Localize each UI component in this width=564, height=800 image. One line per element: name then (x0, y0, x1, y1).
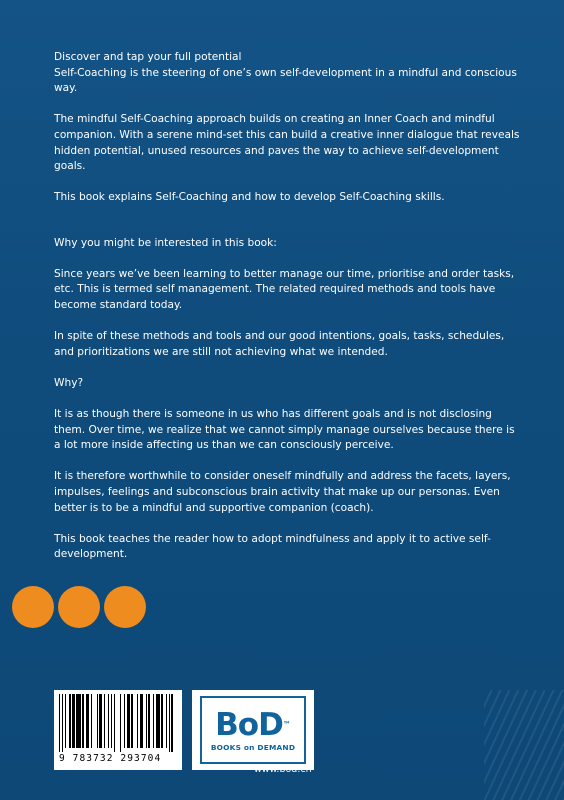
logo-frame (200, 696, 306, 764)
decorative-stripes (484, 690, 564, 800)
paragraph-self-management: Since years we’ve been learning to better manage our time, prioritise and order tasks, etc. This is termed self management. The related required methods and tools have become standard today. (54, 267, 515, 311)
barcode-bars (59, 694, 177, 752)
paragraph-intro: Self-Coaching is the steering of one’s own self-development in a mindful and conscious way. (54, 66, 517, 95)
logo-wordmark: BoD™ (215, 706, 291, 743)
orange-dots (12, 586, 146, 628)
paragraph-explains: This book explains Self-Coaching and how to develop Self-Coaching skills. (54, 191, 445, 204)
paragraph-worthwhile: It is therefore worthwhile to consider oneself mindfully and address the facets, layers, impulses, feelings and subconscious brain activity that make up our personas. Even better is to be a mindful and supportive companion (coach). (54, 470, 511, 514)
tagline: Discover and tap your full potential (54, 51, 242, 63)
logo-subtext: BOOKS on DEMAND (210, 742, 296, 752)
blurb-text (54, 50, 524, 579)
paragraph-in-spite: In spite of these methods and tools and our good intentions, goals, tasks, schedules, and prioritizations we are still not achieving what we intended. (54, 330, 505, 358)
publisher-url: www.bod.ch (254, 764, 312, 775)
isbn-barcode (54, 690, 182, 770)
paragraph-teaches: This book teaches the reader how to adopt mindfulness and apply it to active self-development. (54, 532, 491, 561)
dot (104, 586, 146, 628)
dot (58, 586, 100, 628)
publisher-logo (192, 690, 314, 770)
paragraph-approach: The mindful Self-Coaching approach builds on creating an Inner Coach and mindful companion. With a serene mind-set this can build a creative inner dialogue that reveals hidden potential, unused resources and paves the way to achieve self-development goals. (54, 113, 520, 173)
paragraph-someone-in-us: It is as though there is someone in us who has different goals and is not disclosing them. Over time, we realize that we cannot simply manage ourselves because there is a lot more inside affecting us than we can consciously perceive. (54, 408, 515, 452)
dot (12, 586, 54, 628)
paragraph-why: Why? (54, 376, 84, 389)
paragraph-why-interested: Why you might be interested in this book: (54, 236, 277, 249)
barcode-number: 9 783732 293704 (59, 753, 162, 764)
